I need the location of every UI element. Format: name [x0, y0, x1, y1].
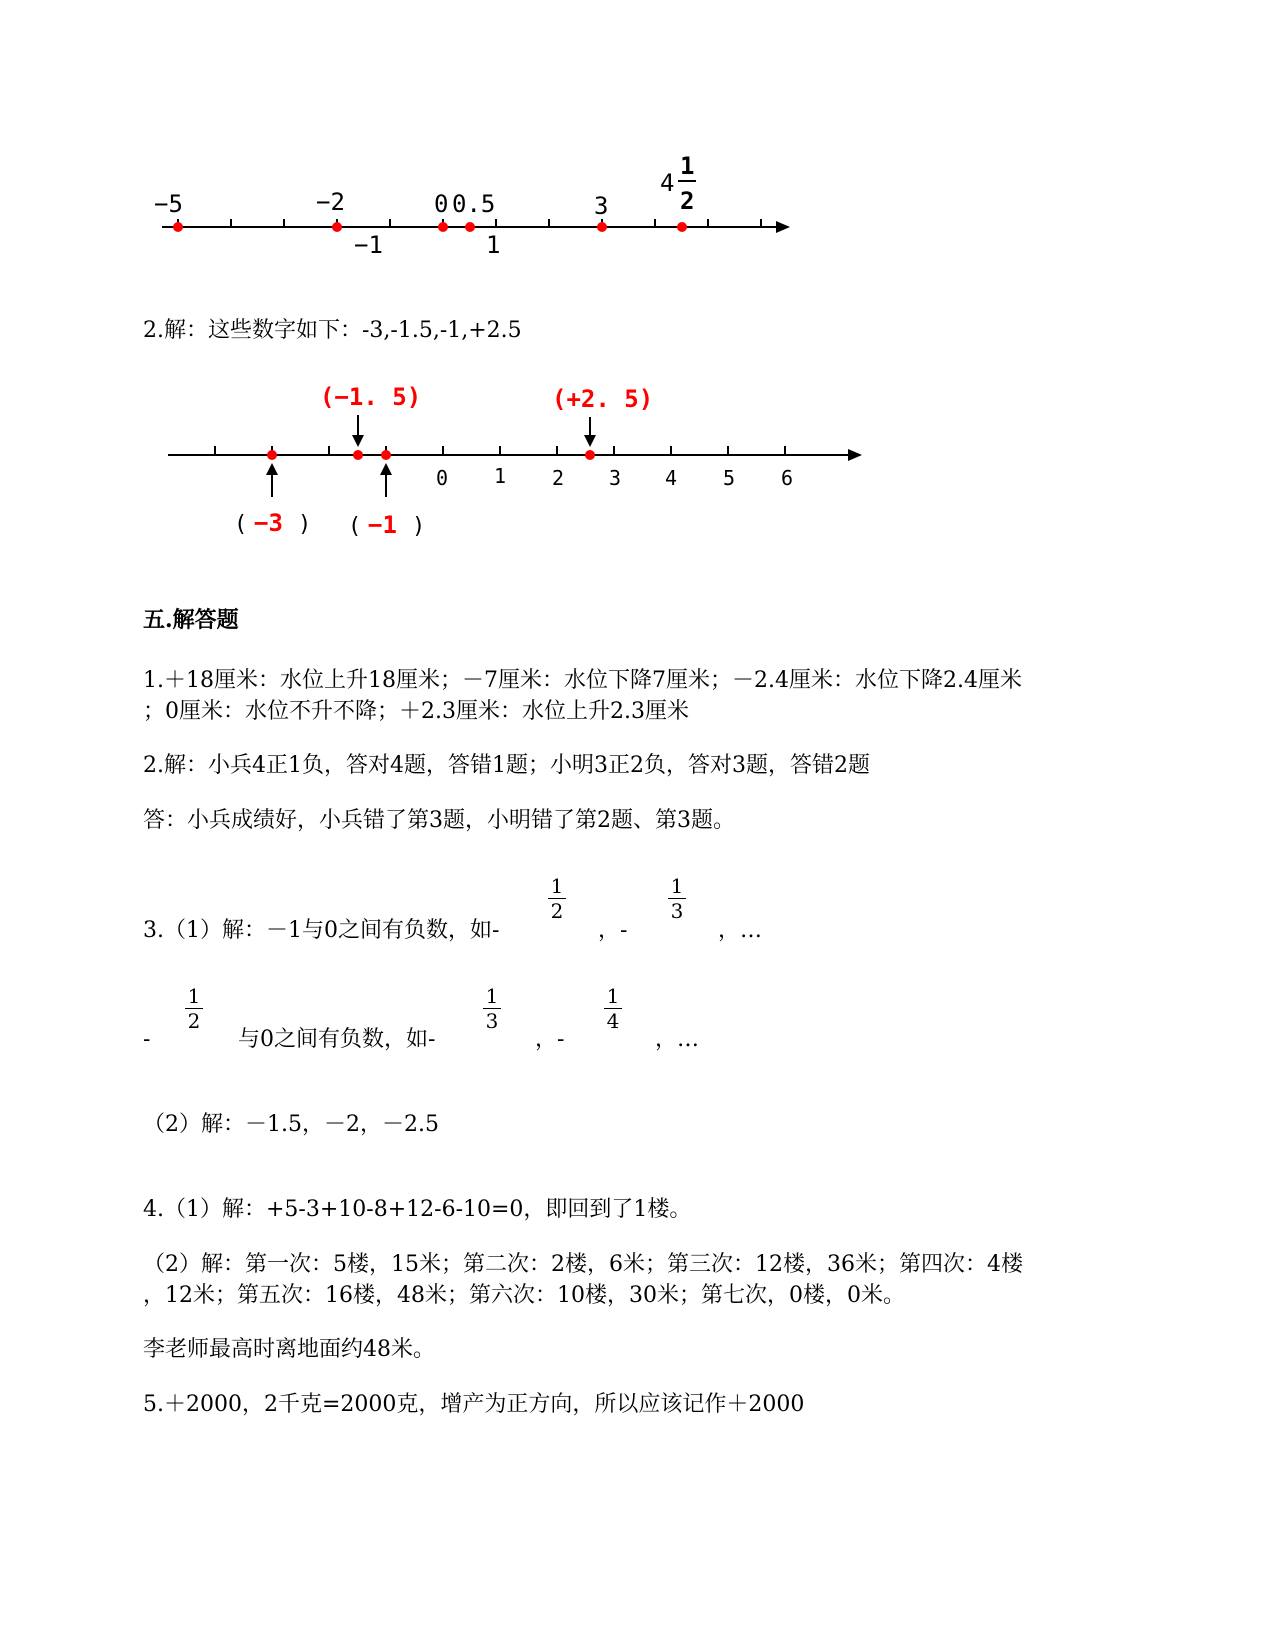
fraction-one-half: 1 2 [542, 875, 572, 922]
point-3 [597, 222, 607, 232]
answer-2-conclusion: 答：小兵成绩好，小兵错了第3题，小明错了第2题、第3题。 [143, 808, 735, 833]
tick-label-6: 6 [781, 466, 794, 490]
section-heading: 五.解答题 [143, 607, 239, 633]
ticks [215, 446, 785, 455]
fraction-one-third-b: 1 3 [477, 985, 507, 1032]
point-4-5 [677, 222, 687, 232]
point-plus-2-5 [585, 450, 595, 460]
callout-minus-1-left: ( [348, 514, 362, 539]
answer-3-1-prefix: 3.（1）解：－1与0之间有负数，如- [143, 918, 500, 943]
answer-3-1-sep: ，- [598, 918, 628, 943]
mixed-den: 2 [680, 187, 695, 215]
answer-3-1b-sep: ，- [535, 1027, 565, 1052]
fraction-one-quarter-b: 1 4 [598, 985, 628, 1032]
arrow-down-minus-1-5 [352, 415, 364, 447]
callout-minus-3-right: ) [298, 512, 312, 537]
answer-4-2-line2: ，12米；第五次：16楼，48米；第六次：10楼，30米；第七次，0楼，0米。 [143, 1283, 905, 1308]
mixed-num: 1 [680, 152, 695, 180]
label-1: 1 [486, 231, 501, 259]
arrow-down-plus-2-5 [584, 417, 596, 447]
arrow-head [848, 449, 862, 461]
tick-label-1: 1 [494, 464, 507, 488]
callout-minus-3-left: ( [234, 512, 248, 537]
answer-3-1-tail: ，… [718, 918, 763, 943]
callout-minus-1-right: ) [412, 514, 426, 539]
tick-label-3: 3 [609, 466, 622, 490]
point-minus-1-5 [353, 450, 363, 460]
arrow-up-minus-3 [266, 463, 278, 497]
tick-label-0: 0 [436, 466, 449, 490]
q2-text: 2.解：这些数字如下：-3,-1.5,-1,+2.5 [143, 318, 522, 343]
arrow-up-minus-1 [380, 463, 392, 497]
answer-2: 2.解：小兵4正1负，答对4题，答错1题；小明3正2负，答对3题，答错2题 [143, 753, 870, 778]
point-0-5 [465, 222, 475, 232]
answer-3-1b-mid: 与0之间有负数，如- [238, 1027, 436, 1052]
point-0 [438, 222, 448, 232]
label-minus-5: −5 [154, 190, 183, 218]
fraction-one-third: 1 3 [662, 875, 692, 922]
fraction-one-half-b: 1 2 [179, 985, 209, 1032]
callout-minus-1-value: −1 [368, 511, 397, 539]
tick-label-2: 2 [552, 466, 565, 490]
point-minus-2 [332, 222, 342, 232]
point-minus-3 [267, 450, 277, 460]
number-line-1 [150, 150, 810, 265]
label-minus-2: −2 [316, 188, 345, 216]
answer-4-conclusion: 李老师最高时离地面约48米。 [143, 1337, 435, 1362]
mixed-whole: 4 [660, 169, 675, 197]
number-line-2 [160, 375, 880, 545]
callout-minus-1-5: (−1. 5) [320, 383, 422, 411]
answer-1-line2: ；0厘米：水位不升不降；＋2.3厘米：水位上升2.3厘米 [143, 699, 689, 724]
answer-3-2: （2）解：－1.5，－2，－2.5 [143, 1112, 439, 1137]
callout-plus-2-5: (+2. 5) [552, 385, 654, 413]
label-minus-1: −1 [354, 231, 383, 259]
arrow-head [776, 221, 790, 233]
point-minus-1 [381, 450, 391, 460]
tick-label-5: 5 [723, 466, 736, 490]
answer-4-1: 4.（1）解：+5-3+10-8+12-6-10=0，即回到了1楼。 [143, 1197, 692, 1222]
callout-minus-3-value: −3 [254, 509, 283, 537]
answer-5: 5.＋2000，2千克=2000克，增产为正方向，所以应该记作＋2000 [143, 1392, 805, 1417]
answer-3-1b-tail: ，… [655, 1027, 700, 1052]
label-0: 0 [434, 190, 449, 218]
answer-4-2-line1: （2）解：第一次：5楼，15米；第二次：2楼，6米；第三次：12楼，36米；第四次：4楼 [143, 1252, 1023, 1277]
label-0-5: 0.5 [452, 190, 496, 218]
point-minus-5 [173, 222, 183, 232]
answer-3-1b-dash: - [143, 1027, 151, 1052]
tick-label-4: 4 [665, 466, 678, 490]
label-3: 3 [594, 192, 609, 220]
answer-1-line1: 1.＋18厘米：水位上升18厘米；－7厘米：水位下降7厘米；－2.4厘米：水位下降2.4厘米 [143, 668, 1022, 693]
